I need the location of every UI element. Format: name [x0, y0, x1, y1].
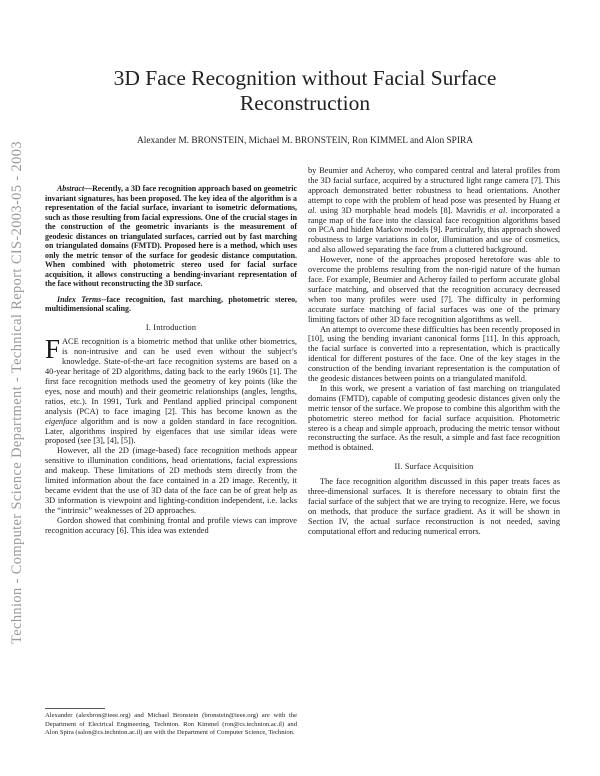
- abstract: [45, 184, 297, 289]
- technical-report-watermark: [6, 42, 28, 742]
- paper-title: [60, 66, 550, 116]
- section-heading-introduction: I. Introduction: [145, 322, 197, 332]
- author-footnote: Alexander (alexbron@ieee.org) and Michael Bronstein (bronstein@ieee.org) are with the Department of Electrical Engineering, Technion. Ron Kimmel (ron@cs.technion.ac.il) and Alon Spira (salon@cs.technion.ac.il) are with the Department of Computer Science, Technion.: [45, 712, 297, 736]
- abstract-lead: Abstract: [57, 184, 85, 193]
- intro-paragraph-3: Gordon showed that combining frontal and profile views can improve recognition accuracy [6]. This idea was extended: [45, 515, 297, 535]
- section-heading-surface-acquisition: II. Surface Acquisition: [394, 462, 474, 472]
- intro-paragraph-2: However, all the 2D (image-based) face recognition methods appear sensitive to illumination conditions, head orientations, facial expressions and makeup. These limitations of 2D methods stem directly from the limited information about the face contained in a 2D image. Recently, it became evident that the use of 3D data of the face can be of great help as 3D information is viewpoint and lighting-condition independent, i.e. lacks the “intrinsic” weaknesses of 2D approaches.: [45, 446, 297, 515]
- right-paragraph-3: An attempt to overcome these difficulties has been recently proposed in [10], using the bending invariant canonical forms [11]. In this approach, the facial surface is converted into a representation, which is practically identical for different postures of the face. One of the key stages in the construction of the bending invariant representation is the computation of the geodesic distances between points on a triangulated manifold.: [308, 324, 560, 384]
- abstract-text: —Recently, a 3D face recognition approach based on geometric invariant signatures, has been proposed. The key idea of the algorithm is a representation of the facial surface, invariant to isometric deformations, such as those resulting from facial expressions. One of the crucial stages in the construction of the geometric invariants is the measurement of geodesic distances on triangulated surfaces, carried out by fast marching on triangulated domains (FMTD). Proposed here is a method, which uses only the metric tensor of the surface for geodesic distance computation. When combined with photometric stereo used for facial surface acquisition, it allows constructing a bending-invariant representation of the face without reconstructing the 3D surface.: [45, 184, 297, 288]
- right-paragraph-2: However, none of the approaches proposed heretofore was able to overcome the problems resulting from the non-rigid nature of the human face. For example, Beumier and Acheroy failed to perform accurate global surface matching, and observed that the recognition accuracy decreased when too many profiles were used [7]. The difficulty in performing accurate surface matching of facial surfaces was one of the primary limiting factors of other 3D face recognition algorithms as well.: [308, 255, 560, 324]
- drop-cap: F: [45, 334, 61, 365]
- right-paragraph-4: In this work, we present a variation of fast marching on triangulated domains (FMTD), capable of computing geodesic distances given only the metric tensor of the surface. We propose to combine this algorithm with the photometric stereo method for facial surface acquisition. Photometric stereo is a cheap and simple approach, producing the metric tensor without reconstructing the surface. As the result, a simple and fast face recognition method is obtained.: [308, 383, 560, 453]
- right-paragraph-1: by Beumier and Acheroy, who compared central and lateral profiles from the 3D facial surface, acquired by a structured light range camera [7]. This approach demonstrated better robustness to head orientations. Another attempt to cope with the problem of head pose was presented by Huang et al. using 3D morphable head models [8]. Mavridis et al. incorporated a range map of the face into the classical face recognition algorithms based on PCA and hidden Markov models [9]. Particularly, this approach showed robustness to large variations in color, illumination and use of cosmetics, and also allowed separating the face from a cluttered background.: [308, 166, 560, 255]
- left-column: [45, 166, 297, 706]
- watermark-text: Technion - Computer Science Department - Technical Report CIS-2003-05 - 2003: [8, 140, 25, 644]
- title-line-1: 3D Face Recognition without Facial Surface: [113, 66, 497, 90]
- title-line-2: Reconstruction: [239, 91, 371, 115]
- right-paragraph-5: The face recognition algorithm discussed in this paper treats faces as three-dimensional surfaces. It is therefore necessary to obtain first the facial surface of the subject that we are trying to recognize. Here, we focus on methods, that produce the surface gradient. As it will be shown in Section IV, the actual surface reconstruction is not needed, saving computational effort and reducing numerical errors.: [308, 477, 560, 536]
- index-terms-text: --face recognition, fast marching, photometric stereo, multidimensional scaling.: [45, 294, 298, 313]
- author-list: Alexander M. BRONSTEIN, Michael M. BRONSTEIN, Ron KIMMEL and Alon SPIRA: [136, 136, 474, 146]
- index-terms-lead: Index Terms: [57, 294, 102, 304]
- right-column: [308, 166, 560, 766]
- intro-paragraph-1: FACE recognition is a biometric method that unlike other biometrics, is non-intrusive and can be used even without the subject’s knowledge. State-of-the-art face recognition systems are based on a 40-year heritage of 2D algorithms, dating back to the early 1960s [1]. The first face recognition methods used the geometry of key points (like the eyes, nose and mouth) and their geometric relationships (angles, lengths, ratios, etc.). In 1991, Turk and Pentland applied principal component analysis (PCA) to face imaging [2]. This has become known as the eigenface algorithm and is now a golden standard in face recognition. Later, algorithms inspired by eigenfaces that use similar ideas were proposed (see [3], [4], [5]).: [45, 334, 297, 446]
- index-terms: [45, 295, 297, 314]
- footnote-rule: [45, 708, 105, 709]
